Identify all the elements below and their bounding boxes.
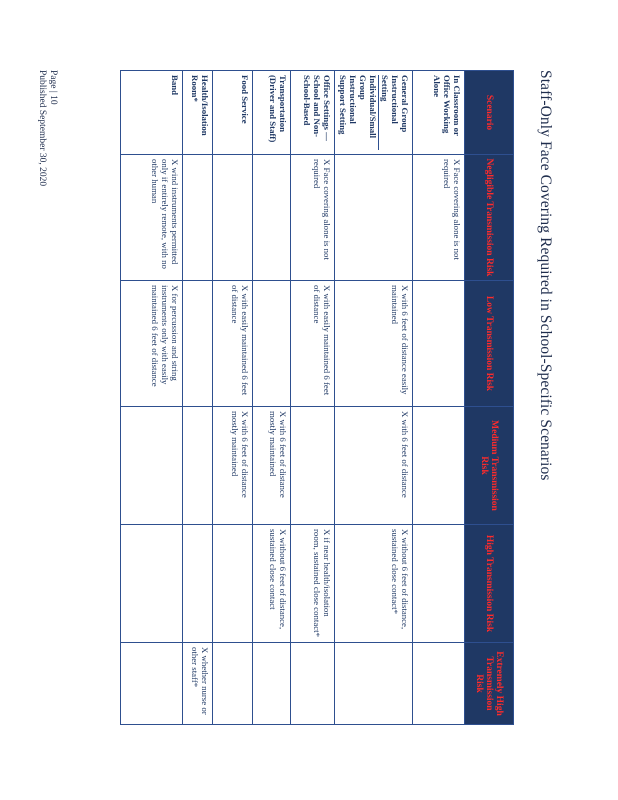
table-row <box>413 71 465 725</box>
table-row <box>121 71 183 725</box>
risk-cell-negligible <box>121 155 183 281</box>
header-row <box>465 71 514 725</box>
scenario-cell <box>253 71 291 155</box>
scenario-cell <box>335 71 413 155</box>
table-row <box>183 71 213 725</box>
scenario-label: Band <box>170 75 180 96</box>
risk-cell-medium <box>213 407 253 525</box>
risk-cell-low <box>413 281 465 407</box>
risk-cell-negligible <box>213 155 253 281</box>
risk-cell-extreme <box>253 643 291 725</box>
risk-note: X with 6 feet of distance mostly maintained <box>267 411 288 498</box>
risk-cell-high <box>291 525 335 643</box>
risk-cell-low <box>335 281 413 407</box>
risk-cell-negligible <box>413 155 465 281</box>
risk-cell-high <box>183 525 213 643</box>
table-row <box>253 71 291 725</box>
risk-note: X without 6 feet of distance, sustained close contact <box>267 529 288 630</box>
header-extreme: Extremely High Transmission Risk <box>465 643 514 725</box>
risk-cell-medium <box>253 407 291 525</box>
scenario-label: General Group Instructional Setting <box>380 75 410 133</box>
risk-cell-extreme <box>183 643 213 725</box>
risk-cell-negligible <box>335 155 413 281</box>
risk-cell-low <box>183 281 213 407</box>
risk-cell-medium <box>183 407 213 525</box>
risk-cell-high <box>253 525 291 643</box>
risk-cell-medium <box>413 407 465 525</box>
risk-cell-medium <box>291 407 335 525</box>
header-high: High Transmission Risk <box>465 525 514 643</box>
risk-cell-extreme <box>291 643 335 725</box>
risk-note: X for percussion and string instruments only with easily maintained 6 feet of distance <box>149 285 180 387</box>
risk-cell-extreme <box>413 643 465 725</box>
risk-cell-high <box>413 525 465 643</box>
scenario-label: In Classroom or Office Working Alone <box>432 75 462 136</box>
risk-note: X with easily maintained 6 feet of distance <box>311 285 332 396</box>
risk-cell-medium <box>121 407 183 525</box>
published-date: Published September 30, 2020 <box>37 70 47 187</box>
table-row <box>213 71 253 725</box>
risk-note: X whether nurse or other staff* <box>189 647 210 715</box>
scenario-label: Health/Isolation Room* <box>190 75 210 136</box>
scenario-table <box>120 70 514 725</box>
risk-cell-high <box>121 525 183 643</box>
scenario-cell <box>413 71 465 155</box>
risk-cell-extreme <box>213 643 253 725</box>
risk-note: X Face covering alone is not required <box>311 159 332 260</box>
table-body <box>121 71 465 725</box>
footer <box>36 70 58 186</box>
risk-cell-low <box>291 281 335 407</box>
risk-note: X with 6 feet of distance <box>400 411 410 498</box>
risk-note: X without 6 feet of distance, sustained close contact* <box>389 529 410 630</box>
risk-note: X wind instruments permitted only if entirely remote, with no other human <box>149 159 180 269</box>
risk-cell-medium <box>335 407 413 525</box>
risk-cell-extreme <box>335 643 413 725</box>
risk-cell-negligible <box>183 155 213 281</box>
header-medium: Medium Transmission Risk <box>465 407 514 525</box>
scenario-label: Individual/Small Group Instructional Support Setting <box>338 75 379 150</box>
risk-note: X with 6 feet of distance easily maintained <box>389 285 410 395</box>
scenario-cell <box>291 71 335 155</box>
table-row <box>291 71 335 725</box>
risk-note: X with 6 feet of distance mostly maintained <box>229 411 250 498</box>
header-low: Low Transmission Risk <box>465 281 514 407</box>
risk-cell-high <box>213 525 253 643</box>
table-row <box>335 71 413 725</box>
risk-cell-high <box>335 525 413 643</box>
risk-note: X if near health/isolation room, sustained close contact* <box>311 529 332 637</box>
scenario-label: Office Settings — School and Non-School-Based <box>302 75 332 141</box>
risk-cell-negligible <box>291 155 335 281</box>
header-scenario: Scenario <box>465 71 514 155</box>
risk-cell-negligible <box>253 155 291 281</box>
risk-note: X Face covering alone is not required <box>441 159 462 260</box>
page-number: Page | 10 <box>48 70 58 105</box>
risk-cell-low <box>121 281 183 407</box>
scenario-cell <box>213 71 253 155</box>
header-negligible: Negligible Transmission Risk <box>465 155 514 281</box>
risk-note: X with easily maintained 6 feet of distance <box>229 285 250 396</box>
scenario-label: Food Service <box>240 75 250 124</box>
page-title: Staff-Only Face Covering Required in School-Specific Scenarios <box>537 70 554 481</box>
scenario-cell <box>183 71 213 155</box>
scenario-cell <box>121 71 183 155</box>
risk-cell-extreme <box>121 643 183 725</box>
risk-cell-low <box>213 281 253 407</box>
scenario-label: Transportation (Driver and Staff) <box>268 75 288 143</box>
risk-cell-low <box>253 281 291 407</box>
